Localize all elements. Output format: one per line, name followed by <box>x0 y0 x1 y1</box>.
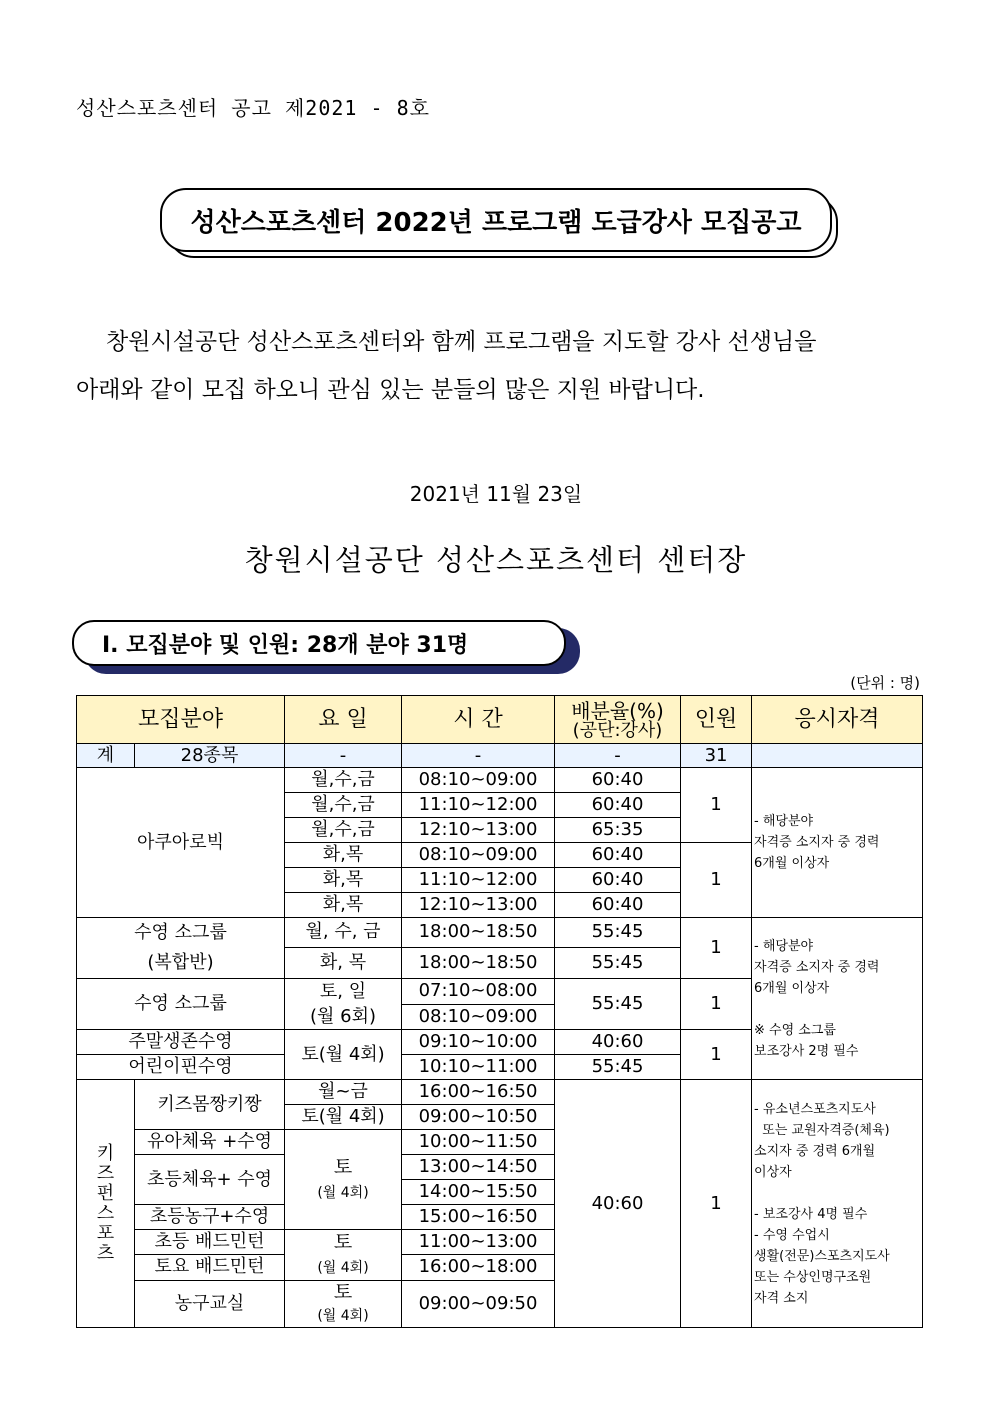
total-qual <box>752 744 923 768</box>
group-char: 키 <box>96 1142 115 1164</box>
swim-g2-ratio: 55:45 <box>555 979 681 1030</box>
kids-r4-name: 초등농구+수영 <box>135 1205 285 1230</box>
cell-time: 11:10~12:00 <box>402 868 555 893</box>
intro-paragraph <box>76 318 922 414</box>
cell-time: 12:10~13:00 <box>402 893 555 918</box>
notice-date: 2021년 11월 23일 <box>409 482 583 506</box>
cell-time: 08:10~09:00 <box>402 768 555 793</box>
sat-sub: (월 4회) <box>317 1260 369 1276</box>
qual-line: 6개월 이상자 <box>754 980 830 996</box>
cell-day: 화,목 <box>285 843 402 868</box>
kids-count: 1 <box>681 1080 752 1328</box>
qual-line: ※ 수영 소그룹 <box>754 1022 836 1038</box>
cell-day: 화,목 <box>285 868 402 893</box>
sat-day: 토 <box>333 1231 353 1253</box>
unit-label: (단위 : 명) <box>850 674 920 692</box>
qual-line: - 수영 수업시 <box>754 1227 830 1243</box>
total-items: 28종목 <box>135 744 285 768</box>
cell-ratio: 55:45 <box>555 918 681 948</box>
sat-day: 토 <box>333 1155 353 1178</box>
total-count: 31 <box>681 744 752 768</box>
cell-ratio: 55:45 <box>555 1055 681 1080</box>
sat-day: 토 <box>333 1281 353 1303</box>
cell-time: 11:10~12:00 <box>402 793 555 818</box>
cell-time: 08:10~09:00 <box>402 1004 555 1030</box>
cell-time: 09:10~10:00 <box>402 1030 555 1055</box>
qual-line: - 해당분야 <box>754 938 814 954</box>
kids-r7-name: 농구교실 <box>135 1281 285 1328</box>
document-title: 성산스포츠센터 2022년 프로그램 도급강사 모집공고 <box>160 188 832 252</box>
header-ratio-main: 배분율(%) <box>571 698 664 723</box>
kids-sat-day-b <box>285 1230 402 1281</box>
header-ratio-sub: (공단:강사) <box>572 719 663 741</box>
qual-line: 6개월 이상자 <box>754 856 830 871</box>
swim-qualification <box>752 918 923 1080</box>
swim-g3-name2: 어린이핀수영 <box>77 1055 285 1080</box>
header-field: 모집분야 <box>77 696 285 744</box>
swim-g1-count: 1 <box>681 918 752 979</box>
group-char: 츠 <box>96 1242 115 1264</box>
cell-day: 월~금 <box>285 1080 402 1105</box>
total-label: 계 <box>77 744 135 768</box>
swim-g1-name <box>77 918 285 979</box>
aqua-count-a: 1 <box>681 768 752 843</box>
qual-line: 이상자 <box>754 1164 792 1180</box>
swim-g2-day <box>285 979 402 1030</box>
header-ratio <box>555 696 681 744</box>
kids-ratio: 40:60 <box>555 1080 681 1328</box>
kids-sat-day-c <box>285 1281 402 1328</box>
cell-time: 16:00~18:00 <box>402 1254 555 1280</box>
sat-sub: (월 4회) <box>317 1184 369 1201</box>
cell-time: 16:00~16:50 <box>402 1080 555 1105</box>
kids-r6-name: 토요 배드민턴 <box>135 1254 285 1280</box>
aqua-name: 아쿠아로빅 <box>77 768 285 918</box>
qual-line: - 해당분야 <box>754 814 814 829</box>
table-row <box>77 918 923 948</box>
cell-ratio: 40:60 <box>555 1030 681 1055</box>
cell-day: 화,목 <box>285 893 402 918</box>
header-count: 인원 <box>681 696 752 744</box>
aqua-qualification <box>752 768 923 918</box>
qual-line: - 보조강사 4명 필수 <box>754 1206 868 1222</box>
qual-line: 자격 소지 <box>754 1290 809 1306</box>
notice-number: 성산스포츠센터 공고 제2021 - 8호 <box>76 96 430 120</box>
sat-sub: (월 4회) <box>317 1308 369 1324</box>
cell-time: 11:00~13:00 <box>402 1230 555 1255</box>
kids-r3-name: 초등체육+ 수영 <box>135 1155 285 1205</box>
cell-ratio: 65:35 <box>555 818 681 843</box>
group-char: 즈 <box>96 1162 115 1184</box>
swim-g1-name-line2: (복합반) <box>147 952 214 973</box>
qual-line: - 유소년스포츠지도사 <box>754 1101 876 1117</box>
qual-line: 또는 수상인명구조원 <box>754 1269 872 1285</box>
swim-g3-name1: 주말생존수영 <box>77 1030 285 1055</box>
cell-day: 월,수,금 <box>285 818 402 843</box>
cell-day: 화, 목 <box>285 947 402 978</box>
cell-time: 15:00~16:50 <box>402 1205 555 1230</box>
kids-r1-name: 키즈몸짱키짱 <box>135 1080 285 1130</box>
swim-g2-count: 1 <box>681 979 752 1030</box>
header-time: 시 간 <box>402 696 555 744</box>
swim-g1-name-line1: 수영 소그룹 <box>134 922 227 943</box>
cell-ratio: 60:40 <box>555 793 681 818</box>
intro-line-1: 창원시설공단 성산스포츠센터와 함께 프로그램을 지도할 강사 선생님을 <box>106 329 817 355</box>
total-time: - <box>402 744 555 768</box>
header-qualification: 응시자격 <box>752 696 923 744</box>
swim-g2-day-line1: 토, 일 <box>319 981 367 1002</box>
qual-line: 자격증 소지자 중 경력 <box>754 835 880 850</box>
section-title: Ⅰ. 모집분야 및 인원: 28개 분야 31명 <box>72 620 566 666</box>
cell-ratio: 55:45 <box>555 947 681 978</box>
total-day: - <box>285 744 402 768</box>
swim-g2-day-line2: (월 6회) <box>310 1006 377 1027</box>
cell-time: 09:00~09:50 <box>402 1281 555 1328</box>
cell-day: 월,수,금 <box>285 768 402 793</box>
aqua-count-b: 1 <box>681 843 752 918</box>
cell-time: 13:00~14:50 <box>402 1155 555 1180</box>
kids-r5-name: 초등 배드민턴 <box>135 1230 285 1255</box>
swim-g3-count: 1 <box>681 1030 752 1080</box>
cell-time: 08:10~09:00 <box>402 843 555 868</box>
cell-time: 10:10~11:00 <box>402 1055 555 1080</box>
kids-sat-day-a <box>285 1130 402 1230</box>
cell-time: 10:00~11:50 <box>402 1130 555 1155</box>
kids-qualification <box>752 1080 923 1328</box>
cell-time: 09:00~10:50 <box>402 1105 555 1130</box>
group-char: 펀 <box>96 1182 115 1204</box>
cell-day: 토(월 4회) <box>285 1105 402 1130</box>
cell-ratio: 60:40 <box>555 893 681 918</box>
qual-line: 또는 교원자격증(체육) <box>754 1122 890 1138</box>
total-row <box>77 744 923 768</box>
cell-time: 14:00~15:50 <box>402 1180 555 1205</box>
table-row <box>77 1080 923 1105</box>
cell-ratio: 60:40 <box>555 768 681 793</box>
qual-line: 자격증 소지자 중 경력 <box>754 959 880 975</box>
swim-g2-name: 수영 소그룹 <box>77 979 285 1030</box>
total-ratio: - <box>555 744 681 768</box>
qual-line: 생활(전문)스포츠지도사 <box>754 1248 890 1264</box>
table-row <box>77 768 923 793</box>
cell-day: 월, 수, 금 <box>285 918 402 948</box>
kids-r2-name: 유아체육 +수영 <box>135 1130 285 1155</box>
recruitment-table <box>76 695 923 1328</box>
cell-ratio: 60:40 <box>555 843 681 868</box>
intro-line-2: 아래와 같이 모집 하오니 관심 있는 분들의 많은 지원 바랍니다. <box>76 377 705 403</box>
qual-line: 소지자 중 경력 6개월 <box>754 1143 876 1159</box>
qual-line: 보조강사 2명 필수 <box>754 1043 859 1059</box>
kids-group-label <box>77 1080 135 1328</box>
group-char: 스 <box>96 1202 115 1224</box>
cell-time: 18:00~18:50 <box>402 918 555 948</box>
cell-day: 월,수,금 <box>285 793 402 818</box>
group-char: 포 <box>96 1222 115 1244</box>
swim-g3-day: 토(월 4회) <box>285 1030 402 1080</box>
cell-time: 07:10~08:00 <box>402 979 555 1005</box>
cell-time: 18:00~18:50 <box>402 947 555 978</box>
header-day: 요 일 <box>285 696 402 744</box>
table-header-row <box>77 696 923 744</box>
cell-ratio: 60:40 <box>555 868 681 893</box>
issuer: 창원시설공단 성산스포츠센터 센터장 <box>244 543 748 577</box>
cell-time: 12:10~13:00 <box>402 818 555 843</box>
